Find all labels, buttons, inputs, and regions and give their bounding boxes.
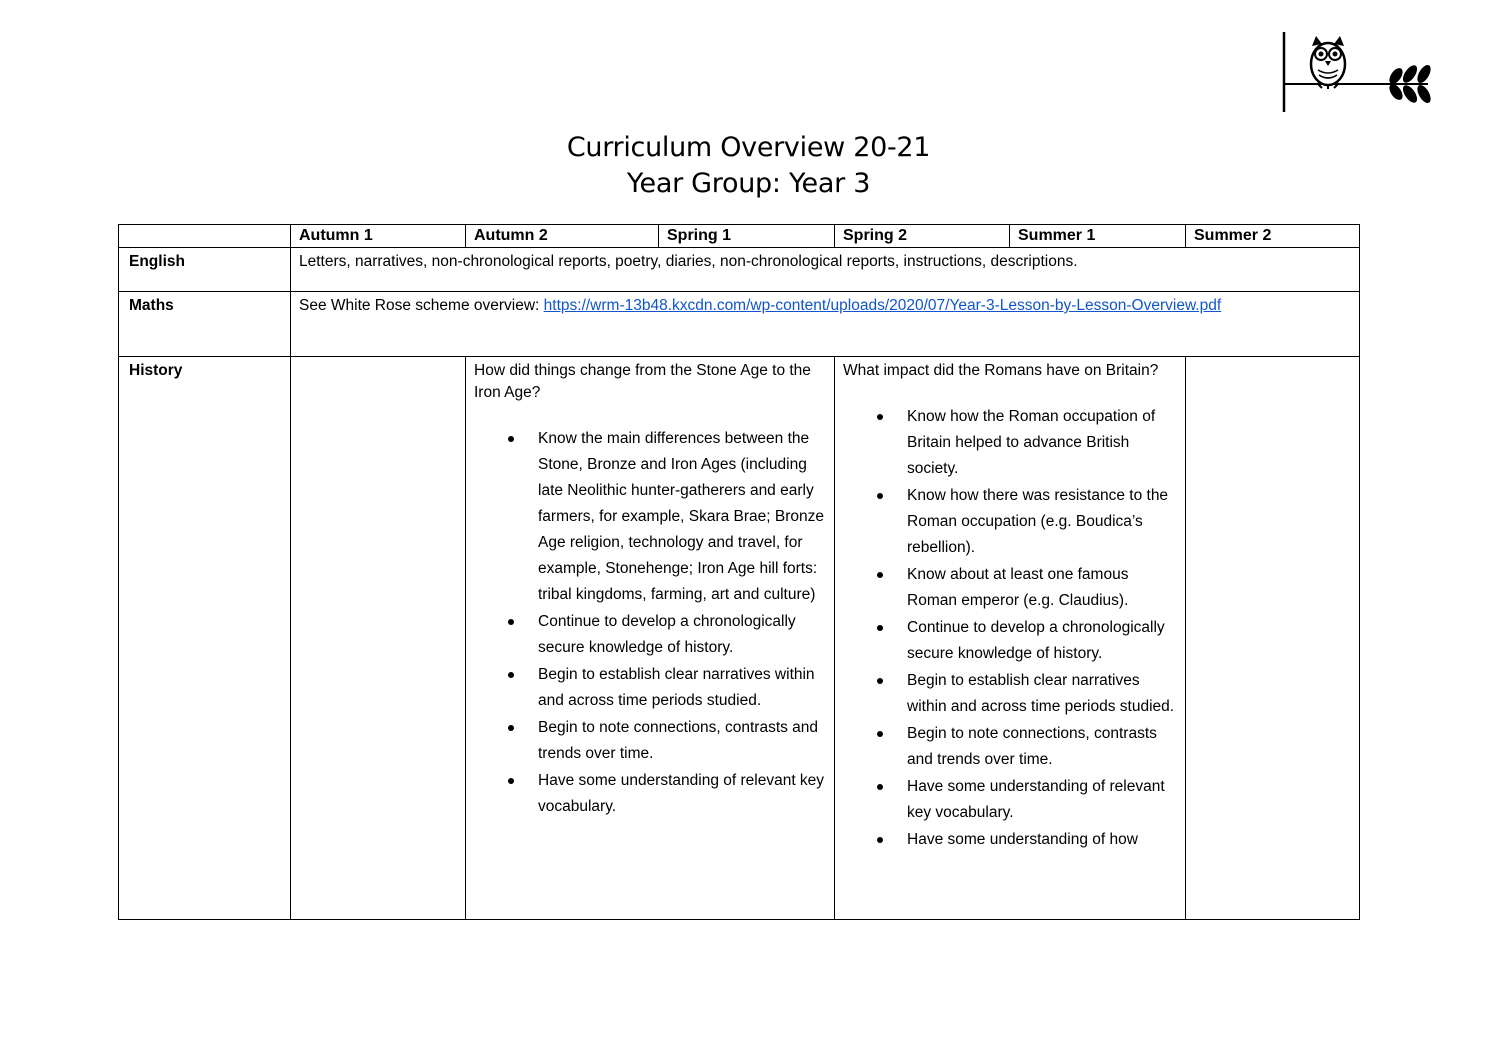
list-item: Begin to establish clear narratives within and across time periods studied. [538, 662, 826, 714]
maths-prefix: See White Rose scheme overview: [299, 297, 544, 314]
list-item: Know how there was resistance to the Roman occupation (e.g. Boudica’s rebellion). [907, 483, 1177, 561]
spring2-question: What impact did the Romans have on Britain? [843, 362, 1159, 379]
list-item: Continue to develop a chronologically secure knowledge of history. [907, 615, 1177, 667]
list-item: Know the main differences between the Stone, Bronze and Iron Ages (including late Neolithic hunter-gatherers and early farmers, for example, Skara Brae; Bronze Age religion, technology and travel, for example, Stonehenge; Iron Age hill forts: tribal kingdoms, farming, art and culture) [538, 426, 826, 608]
header-summer-1: Summer 1 [1010, 225, 1186, 248]
list-item: Know how the Roman occupation of Britain helped to advance British society. [907, 404, 1177, 482]
english-content: Letters, narratives, non-chronological reports, poetry, diaries, non-chronological reports, instructions, descriptions. [291, 248, 1360, 292]
subject-english: English [119, 248, 291, 292]
subject-history: History [119, 357, 291, 920]
list-item: Continue to develop a chronologically secure knowledge of history. [538, 609, 826, 661]
history-autumn-2 [466, 357, 835, 920]
title-line-2: Year Group: Year 3 [626, 168, 871, 199]
list-item: Know about at least one famous Roman emperor (e.g. Claudius). [907, 562, 1177, 614]
white-rose-link[interactable]: https://wrm-13b48.kxcdn.com/wp-content/uploads/2020/07/Year-3-Lesson-by-Lesson-Overview.pdf [543, 297, 1222, 314]
header-autumn-1: Autumn 1 [291, 225, 466, 248]
list-item: Have some understanding of relevant key vocabulary. [538, 768, 826, 820]
header-spring-1: Spring 1 [659, 225, 835, 248]
curriculum-table [118, 224, 1360, 920]
spring2-points [843, 404, 1177, 853]
autumn2-points [474, 426, 826, 820]
list-item: Have some understanding of how [907, 827, 1177, 853]
history-autumn-1 [291, 357, 466, 920]
autumn2-question: How did things change from the Stone Age to the Iron Age? [474, 362, 811, 401]
header-summer-2: Summer 2 [1186, 225, 1360, 248]
title-line-1: Curriculum Overview 20-21 [566, 132, 931, 163]
maths-row [119, 292, 1360, 357]
document-title [0, 130, 1497, 202]
list-item: Begin to establish clear narratives within and across time periods studied. [907, 668, 1177, 720]
history-summer-2 [1186, 357, 1360, 920]
history-spring-2 [835, 357, 1186, 920]
maths-content [291, 292, 1360, 357]
list-item: Begin to note connections, contrasts and trends over time. [538, 715, 826, 767]
list-item: Have some understanding of relevant key vocabulary. [907, 774, 1177, 826]
list-item: Begin to note connections, contrasts and trends over time. [907, 721, 1177, 773]
header-empty [119, 225, 291, 248]
school-owl-logo [1278, 30, 1438, 114]
header-spring-2: Spring 2 [835, 225, 1010, 248]
header-autumn-2: Autumn 2 [466, 225, 659, 248]
history-row [119, 357, 1360, 920]
subject-maths: Maths [119, 292, 291, 357]
header-row [119, 225, 1360, 248]
english-row [119, 248, 1360, 292]
